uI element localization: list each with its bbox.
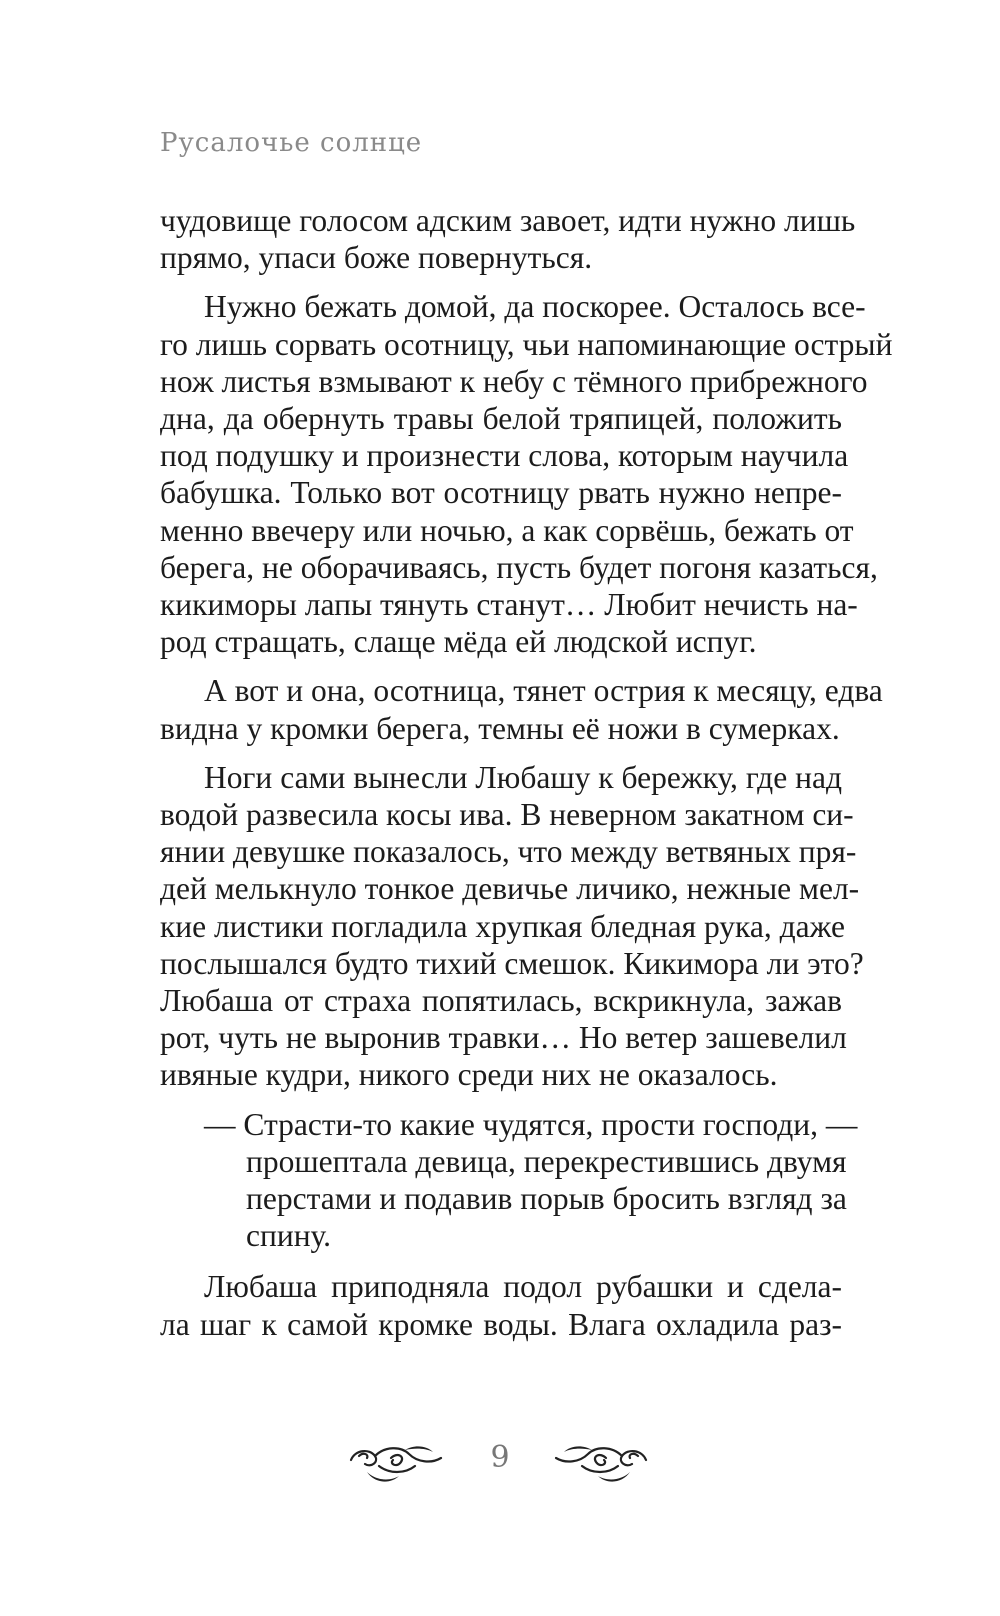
text-line: дна, да обернуть травы белой тряпицей, положить: [160, 401, 842, 437]
flourish-ornament-icon: [552, 1428, 652, 1488]
dialogue-paragraph: [160, 1106, 858, 1255]
text-line: кие листики погладила хрупкая бледная рука, даже: [160, 908, 845, 944]
text-line: дей мелькнуло тонкое девичье личико, нежные мел-: [160, 871, 860, 907]
text-line: — Страсти-то какие чудятся, прости господи, —: [204, 1106, 858, 1142]
paragraph: [160, 288, 893, 660]
text-line: Нужно бежать домой, да поскорее. Осталось все-: [204, 289, 866, 325]
paragraph: [160, 759, 864, 1094]
running-title: Русалочье солнце: [160, 128, 423, 158]
text-line: спину.: [246, 1218, 332, 1254]
flourish-ornament-icon: [345, 1428, 445, 1488]
text-line: под подушку и произнести слова, которым научила: [160, 438, 849, 474]
text-line: видна у кромки берега, темны её ножи в сумерках.: [160, 710, 840, 746]
paragraph: [160, 202, 856, 276]
text-line: водой развесила косы ива. В неверном закатном си-: [160, 797, 854, 833]
paragraph: [160, 672, 883, 746]
text-line: А вот и она, осотница, тянет острия к месяцу, едва: [204, 673, 883, 709]
text-line: послышался будто тихий смешок. Кикимора ли это?: [160, 945, 864, 981]
page-number: 9: [490, 1440, 510, 1475]
text-line: го лишь сорвать осотницу, чьи напоминающие острый: [160, 326, 893, 362]
text-line: перстами и подавив порыв бросить взгляд за: [246, 1181, 847, 1217]
text-line: нож листья взмывают к небу с тёмного прибрежного: [160, 363, 868, 399]
paragraph: [160, 1268, 842, 1342]
text-line: Любаша от страха попятилась, вскрикнула, зажав: [160, 983, 842, 1019]
page-footer: [0, 1420, 1000, 1510]
text-line: Ноги сами вынесли Любашу к бережку, где над: [204, 759, 842, 795]
text-line: берега, не оборачиваясь, пусть будет погоня казаться,: [160, 549, 878, 585]
text-line: Любаша приподняла подол рубашки и сдела-: [204, 1269, 842, 1305]
text-line: род стращать, слаще мёда ей людской испуг.: [160, 624, 757, 660]
body-text: [160, 202, 893, 1355]
text-line: кикиморы лапы тянуть станут… Любит нечисть на-: [160, 587, 858, 623]
text-line: ла шаг к самой кромке воды. Влага охладила раз-: [160, 1306, 842, 1342]
text-line: ивяные кудри, никого среди них не оказалось.: [160, 1057, 778, 1093]
text-line: прошептала девица, перекрестившись двумя: [246, 1143, 847, 1179]
text-line: менно ввечеру или ночью, а как сорвёшь, бежать от: [160, 512, 854, 548]
text-line: янии девушке показалось, что между ветвяных пря-: [160, 834, 857, 870]
text-line: рот, чуть не выронив травки… Но ветер зашевелил: [160, 1020, 847, 1056]
text-line: прямо, упаси боже повернуться.: [160, 240, 593, 276]
text-line: бабушка. Только вот осотницу рвать нужно непре-: [160, 475, 842, 511]
text-line: чудовище голосом адским завоет, идти нужно лишь: [160, 203, 856, 238]
